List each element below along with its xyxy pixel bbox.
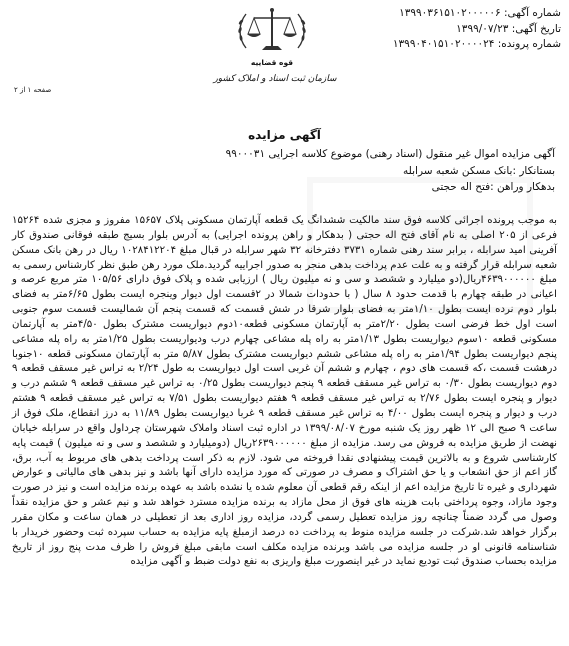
case-number: شماره پرونده: ۱۳۹۹۰۴۰۱۵۱۰۲۰۰۰۰۲۴ (392, 38, 561, 50)
org-name: سازمان ثبت اسناد و املاک کشور (213, 74, 337, 84)
notice-date: تاریخ آگهی: ۱۳۹۹/۰۷/۲۳ (456, 22, 561, 35)
notice-body: به موجب پرونده اجرائی کلاسه فوق سند مالکیت ششدانگ یک قطعه آپارتمان مسکونی پلاک ۱۵۶۵۷ مفروز و مجزی شده ۱۵۲۶۴ فرعی از ۲۰۵ اصلی به نام آقای فتح اله حجتی ( بدهکار و راهن پرونده اجرایی) به آدرس بلوار بسیج طبقه فوقانی صندوق کار آفرینی امید سرابله ، برابر سند رهنی شماره ۳۷۳۱ دفترخانه ۳۲ شهر سرابله در قبال مبلغ ۱۰۲۸۴۱۲۲۰۴ ریال در رهن بانک مسکن شعبه سرابله قرار گرفته و به علت عدم پرداخت بدهی منجر به صدور اجراییه گردید.ملک مورد رهن طبق نظر کارشناس رسمی به مبلغ ۴۶۳۹۰۰۰۰۰۰ریال(دو میلیارد و ششصد و سی و نه میلیون ریال ) ارزیابی شده و پلاک فوق دارای ۱۰۵/۵۶ متر مربع عرصه و اعیانی در طبقه چهارم با قدمت حدود ۸ سال ( با حدودات شمالا در ۲قسمت اول دیوار وینجره ایست بطول ۶/۶۵متر به فضای بلوار دوم نرده ایست بطول ۱/۱۰متر به فضای بلوار شرقا در شش قسمت که قسمت پنجم آن شمالیست قسمت سوم جنوبی است اول خط فرضی است بطول ۲/۲۰متر به آپارتمان مسکونی قطعه۱۰دوم دیواریست مشترک بطول ۴/۵۰متر به آپارتمان مسکونی قطعه ۱۰سوم دیواریست بطول ۱/۱۳متر به راه پله مشاعی چهارم درب ودیواریست بطول ۱/۲۵متر به راه پله مشاعی پنجم دیواریست بطول ۱/۹۴متر به راه پله مشاعی ششم دیواریست مشترک بطول ۵/۸۷ متر به آپارتمان مسکونی قطعه ۱۰جنوبا درهشت قسمت ،که قسمت های دوم ، چهارم و ششم آن غربی است اول دیواریست به طول ۲/۲۴ به تراس غیر مسقف قطعه ۹ دوم دیواریست بطول ۰/۳۰ به تراس غیر مسقف قطعه ۹ پنجم دیواریست بطول ۰/۲۵ به تراس غیر مسقف قطعه ۹ ششم درب و دیوار و پنجره ایست بطول ۲/۷۶ به تراس غیر مسقف قطعه ۹ هفتم دیواریست بطول ۷/۵۱ به تراس غیر مسقف قطعه ۹ هشتم درب و دیوار و پنجره ایست بطول ۴/۰۰ به تراس غیر مسقف قطعه ۹ غربا دیواریست بطول ۱۱/۸۹ به درز انقطاع، ملک فوق از ساعت ۹ صبح الی ۱۲ ظهر روز یک شنبه مورخ ۱۳۹۹/۰۸/۰۷ در اداره ثبت اسناد واملاک شهرستان چرداول واقع در سرابله خیابان نهضت از طریق مزایده به فروش می رسد. مزایده از مبلغ ۲۶۳۹۰۰۰۰۰۰ریال (دومیلیارد و ششصد و سی و نه میلیون ) قیمت پایه کارشناسی شروع و به بالاترین قیمت پیشنهادی نقدا فروخته می شود. لازم به ذکر است پرداخت بدهی های مربوط به آب، برق، گاز اعم از حق انشعاب و یا حق اشتراک و مصرف در صورتی که مورد مزایده دارای آنها باشد و نیز بدهی های مالیاتی و عوارض شهرداری و غیره تا تاریخ مزایده اعم از اینکه رقم قطعی آن معلوم شده یا نشده باشد به عهده برنده مزایده است و نیز در صورت وجود مازاد، وجوه پرداختی بابت هزینه های فوق از محل مازاد به برنده مزایده مسترد خواهد شد و نیم عشر و حق مزایده نقداً وصول می گردد ضمناً چنانچه روز مزایده تعطیل رسمی گردد، مزایده روز اداری بعد از تعطیلی در همان ساعت و مکان مقرر برگزار خواهد شد.شرکت در جلسه مزایده منوط به پرداخت ده درصد ازمبلغ پایه مزایده به حساب سپرده ثبت وحضور خریدار با شناسنامه قانونی او در جلسه مزایده می باشد وبرنده مزایده مکلف است مابقی مبلغ فروش را ظرف مدت پنج روز از تاریخ مزایده بحساب صندوق ثبت تودیع نماید در غیر اینصورت مبلغ واریزی به نفع دولت ضبط و آگهی مزایده (12, 215, 558, 568)
org-title: قوه قضاییه (250, 58, 294, 67)
judiciary-emblem-icon (232, 4, 312, 60)
header-meta (331, 6, 561, 53)
debtor: بدهکار وراهن :فتح اله حجتی (431, 181, 555, 193)
notice-number: شماره آگهی: ۱۳۹۹۰۳۶۱۵۱۰۲۰۰۰۰۰۶ (399, 7, 561, 19)
page-number: صفحه ۱ از ۲ (14, 86, 52, 94)
creditor: بستانکار :بانک مسکن شعبه سرابله (403, 164, 555, 177)
notice-meta (15, 146, 555, 196)
notice-title: آگهی مزایده (248, 128, 321, 142)
notice-subject: آگهی مزایده اموال غیر منقول (اسناد رهنی) موضوع کلاسه اجرایی ۹۹۰۰۰۳۱ (225, 148, 555, 160)
